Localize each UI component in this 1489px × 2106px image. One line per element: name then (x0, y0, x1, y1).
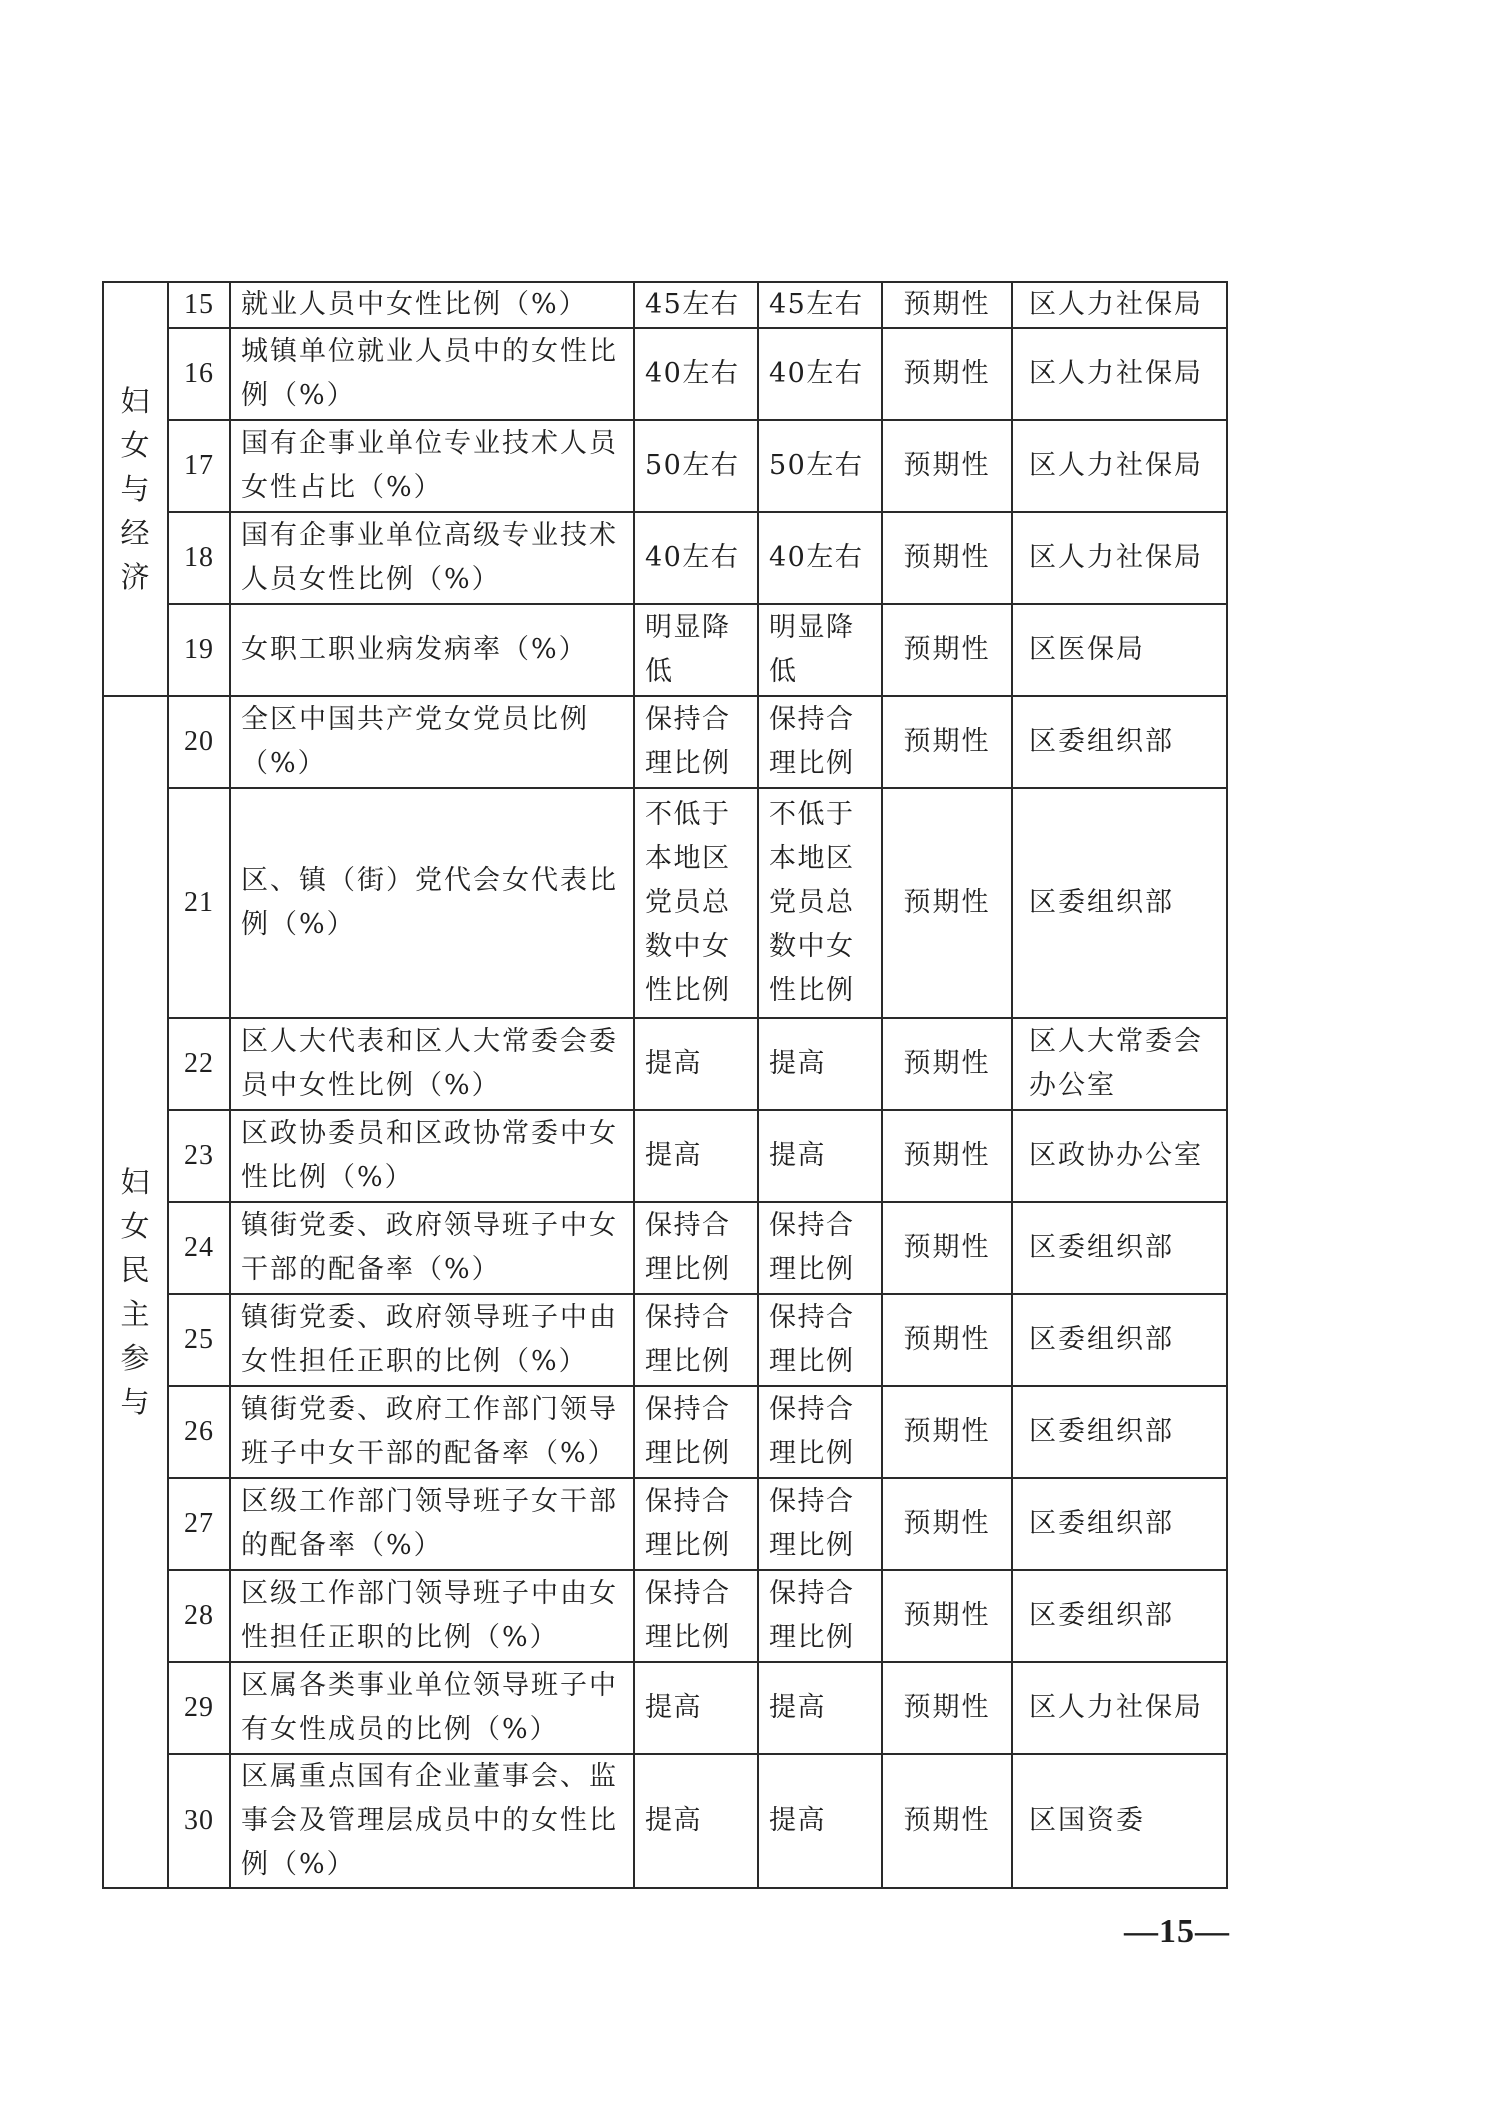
target-value-1: 明显降低 (634, 604, 758, 696)
target-value-2: 不低于本地区党员总数中女性比例 (758, 788, 882, 1018)
table-row (103, 1018, 1227, 1110)
indicator-attribute: 预期性 (882, 1018, 1012, 1110)
target-value-1: 保持合理比例 (634, 1294, 758, 1386)
target-value-2: 保持合理比例 (758, 1294, 882, 1386)
indicator-attribute: 预期性 (882, 282, 1012, 328)
indicator-attribute: 预期性 (882, 1294, 1012, 1386)
target-value-2: 保持合理比例 (758, 1202, 882, 1294)
responsible-unit: 区国资委 (1012, 1754, 1227, 1888)
indicator-attribute: 预期性 (882, 1110, 1012, 1202)
target-value-2: 50左右 (758, 420, 882, 512)
target-value-1: 保持合理比例 (634, 1478, 758, 1570)
indicator-description: 镇街党委、政府领导班子中由女性担任正职的比例（%） (230, 1294, 634, 1386)
indicator-number: 16 (168, 328, 230, 420)
indicator-attribute: 预期性 (882, 788, 1012, 1018)
indicator-attribute: 预期性 (882, 420, 1012, 512)
indicator-number: 15 (168, 282, 230, 328)
table-row (103, 1662, 1227, 1754)
target-value-2: 45左右 (758, 282, 882, 328)
responsible-unit: 区医保局 (1012, 604, 1227, 696)
indicator-attribute: 预期性 (882, 696, 1012, 788)
indicator-number: 27 (168, 1478, 230, 1570)
indicator-description: 区、镇（街）党代会女代表比例（%） (230, 788, 634, 1018)
target-value-2: 40左右 (758, 328, 882, 420)
indicator-attribute: 预期性 (882, 1662, 1012, 1754)
indicator-attribute: 预期性 (882, 512, 1012, 604)
indicator-description: 区级工作部门领导班子中由女性担任正职的比例（%） (230, 1570, 634, 1662)
target-value-1: 50左右 (634, 420, 758, 512)
responsible-unit: 区委组织部 (1012, 696, 1227, 788)
indicator-attribute: 预期性 (882, 1386, 1012, 1478)
category-cell: 妇 女 民 主 参 与 (103, 696, 168, 1888)
indicator-number: 20 (168, 696, 230, 788)
target-value-1: 保持合理比例 (634, 1570, 758, 1662)
indicator-number: 29 (168, 1662, 230, 1754)
responsible-unit: 区人大常委会办公室 (1012, 1018, 1227, 1110)
target-value-2: 提高 (758, 1018, 882, 1110)
target-value-1: 提高 (634, 1662, 758, 1754)
indicator-number: 21 (168, 788, 230, 1018)
table-row (103, 1294, 1227, 1386)
table-row (103, 420, 1227, 512)
table-row (103, 1202, 1227, 1294)
indicator-description: 国有企事业单位专业技术人员女性占比（%） (230, 420, 634, 512)
indicator-number: 30 (168, 1754, 230, 1888)
indicator-number: 23 (168, 1110, 230, 1202)
target-value-2: 保持合理比例 (758, 1478, 882, 1570)
indicator-description: 区属重点国有企业董事会、监事会及管理层成员中的女性比例（%） (230, 1754, 634, 1888)
indicator-number: 25 (168, 1294, 230, 1386)
indicator-attribute: 预期性 (882, 1570, 1012, 1662)
responsible-unit: 区委组织部 (1012, 1570, 1227, 1662)
indicator-number: 28 (168, 1570, 230, 1662)
indicator-number: 24 (168, 1202, 230, 1294)
target-value-2: 保持合理比例 (758, 1570, 882, 1662)
table-row (103, 1478, 1227, 1570)
table-row (103, 282, 1227, 328)
target-value-2: 保持合理比例 (758, 1386, 882, 1478)
target-value-1: 45左右 (634, 282, 758, 328)
indicator-description: 区属各类事业单位领导班子中有女性成员的比例（%） (230, 1662, 634, 1754)
responsible-unit: 区人力社保局 (1012, 328, 1227, 420)
target-value-2: 明显降低 (758, 604, 882, 696)
target-value-1: 提高 (634, 1754, 758, 1888)
table-row (103, 696, 1227, 788)
indicator-attribute: 预期性 (882, 328, 1012, 420)
indicator-number: 22 (168, 1018, 230, 1110)
target-value-1: 保持合理比例 (634, 696, 758, 788)
indicator-description: 区级工作部门领导班子女干部的配备率（%） (230, 1478, 634, 1570)
indicator-number: 19 (168, 604, 230, 696)
table-row (103, 1110, 1227, 1202)
responsible-unit: 区人力社保局 (1012, 282, 1227, 328)
indicator-description: 城镇单位就业人员中的女性比例（%） (230, 328, 634, 420)
responsible-unit: 区人力社保局 (1012, 420, 1227, 512)
target-value-2: 保持合理比例 (758, 696, 882, 788)
target-value-2: 提高 (758, 1662, 882, 1754)
indicator-description: 镇街党委、政府领导班子中女干部的配备率（%） (230, 1202, 634, 1294)
indicator-description: 就业人员中女性比例（%） (230, 282, 634, 328)
indicator-attribute: 预期性 (882, 1478, 1012, 1570)
target-value-1: 保持合理比例 (634, 1386, 758, 1478)
target-value-1: 提高 (634, 1110, 758, 1202)
table-row (103, 1570, 1227, 1662)
target-value-2: 40左右 (758, 512, 882, 604)
indicator-number: 17 (168, 420, 230, 512)
indicator-attribute: 预期性 (882, 1754, 1012, 1888)
indicator-attribute: 预期性 (882, 1202, 1012, 1294)
target-value-1: 40左右 (634, 328, 758, 420)
responsible-unit: 区人力社保局 (1012, 1662, 1227, 1754)
indicator-description: 区政协委员和区政协常委中女性比例（%） (230, 1110, 634, 1202)
indicator-attribute: 预期性 (882, 604, 1012, 696)
indicator-number: 18 (168, 512, 230, 604)
responsible-unit: 区委组织部 (1012, 788, 1227, 1018)
responsible-unit: 区委组织部 (1012, 1202, 1227, 1294)
target-value-1: 提高 (634, 1018, 758, 1110)
responsible-unit: 区委组织部 (1012, 1478, 1227, 1570)
target-value-2: 提高 (758, 1754, 882, 1888)
table-row (103, 1754, 1227, 1888)
target-value-1: 不低于本地区党员总数中女性比例 (634, 788, 758, 1018)
indicator-description: 国有企事业单位高级专业技术人员女性比例（%） (230, 512, 634, 604)
target-value-2: 提高 (758, 1110, 882, 1202)
indicator-table-body (103, 282, 1227, 1888)
indicator-description: 女职工职业病发病率（%） (230, 604, 634, 696)
indicator-description: 区人大代表和区人大常委会委员中女性比例（%） (230, 1018, 634, 1110)
responsible-unit: 区委组织部 (1012, 1386, 1227, 1478)
indicator-table (102, 281, 1228, 1889)
target-value-1: 保持合理比例 (634, 1202, 758, 1294)
table-row (103, 788, 1227, 1018)
table-row (103, 328, 1227, 420)
target-value-1: 40左右 (634, 512, 758, 604)
table-row (103, 604, 1227, 696)
category-cell: 妇 女 与 经 济 (103, 282, 168, 696)
indicator-number: 26 (168, 1386, 230, 1478)
page-number: —15— (1124, 1913, 1230, 1950)
indicator-description: 全区中国共产党女党员比例（%） (230, 696, 634, 788)
table-row (103, 512, 1227, 604)
responsible-unit: 区人力社保局 (1012, 512, 1227, 604)
responsible-unit: 区政协办公室 (1012, 1110, 1227, 1202)
responsible-unit: 区委组织部 (1012, 1294, 1227, 1386)
indicator-description: 镇街党委、政府工作部门领导班子中女干部的配备率（%） (230, 1386, 634, 1478)
table-row (103, 1386, 1227, 1478)
